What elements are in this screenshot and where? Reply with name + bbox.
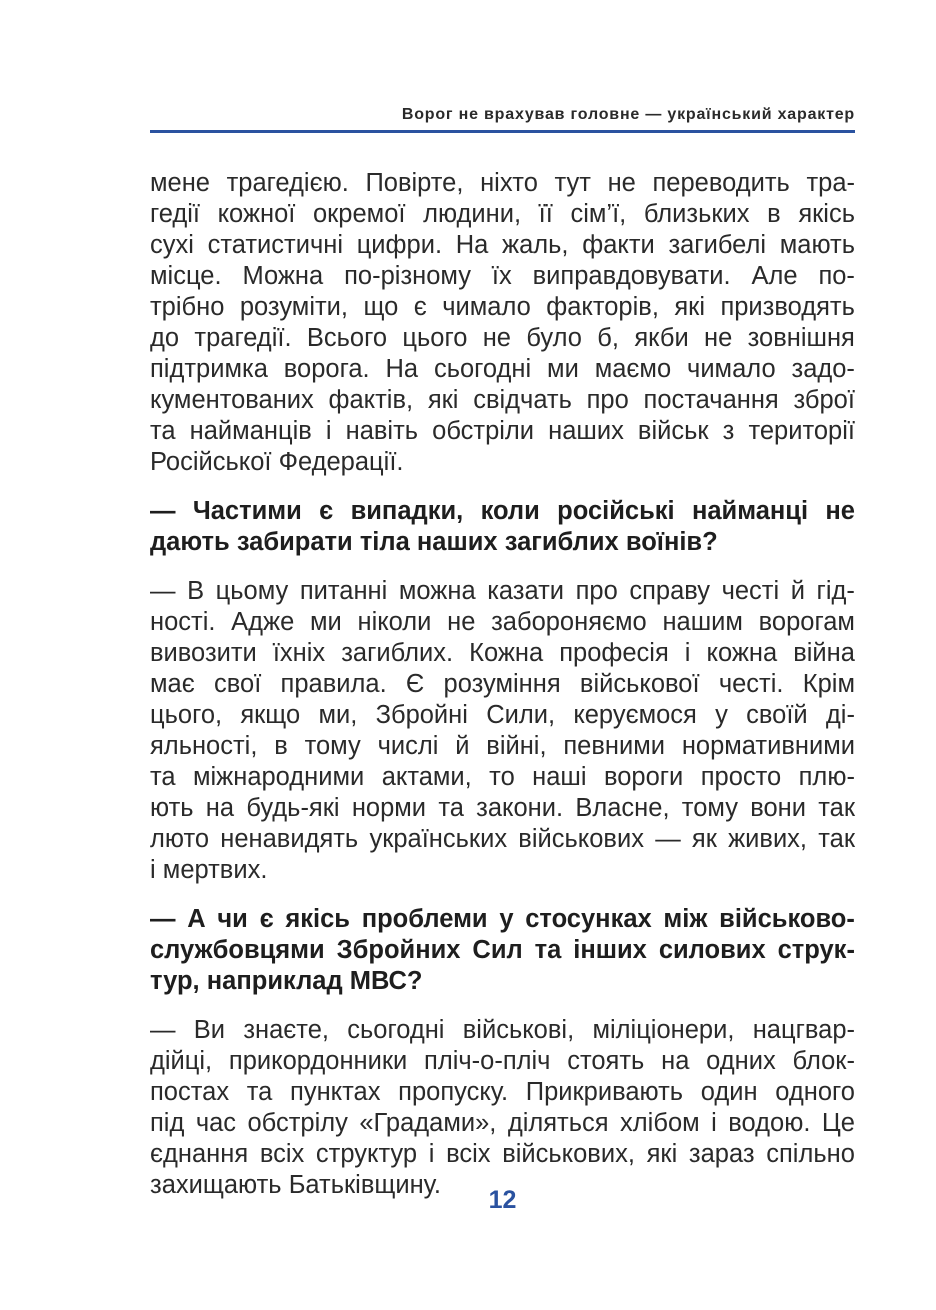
- text-line: дають забирати тіла наших загиблих воїнів?: [150, 528, 718, 556]
- text-line: під час обстрілу «Градами», діляться хлібом і водою. Це: [150, 1109, 855, 1137]
- text-line: цього, якщо ми, Збройні Сили, керуємося у своїй ді-: [150, 701, 855, 729]
- text-line: вивозити їхніх загиблих. Кожна професія і кожна війна: [150, 639, 855, 667]
- interview-answer: [150, 168, 855, 478]
- text-line: має свої правила. Є розуміння військової честі. Крім: [150, 670, 855, 698]
- text-line: мене трагедією. Повірте, ніхто тут не переводить тра-: [150, 169, 855, 197]
- text-line: постах та пунктах пропуску. Прикривають один одного: [150, 1078, 855, 1106]
- text-line: люто ненавидять українських військових — як живих, так: [150, 825, 855, 853]
- text-line: єднання всіх структур і всіх військових, які зараз спільно: [150, 1140, 855, 1168]
- text-line: — А чи є якісь проблеми у стосунках між військово-: [150, 905, 855, 933]
- text-line: — Ви знаєте, сьогодні військові, міліціонери, нацгвар-: [150, 1016, 855, 1044]
- text-line: Російської Федерації.: [150, 448, 404, 476]
- article-body: [150, 168, 855, 1201]
- text-line: — В цьому питанні можна казати про справу честі й гід-: [150, 577, 855, 605]
- text-line: ності. Адже ми ніколи не забороняємо нашим ворогам: [150, 608, 855, 636]
- interview-answer: [150, 1015, 855, 1201]
- interview-question: [150, 496, 855, 558]
- text-line: і мертвих.: [150, 856, 268, 884]
- text-line: дійці, прикордонники пліч-о-пліч стоять на одних блок-: [150, 1047, 855, 1075]
- text-line: захищають Батьківщину.: [150, 1171, 441, 1199]
- text-line: до трагедії. Всього цього не було б, якби не зовнішня: [150, 324, 855, 352]
- text-line: підтримка ворога. На сьогодні ми маємо чимало задо-: [150, 355, 855, 383]
- text-line: службовцями Збройних Сил та інших силових струк-: [150, 936, 855, 964]
- text-line: тур, наприклад МВС?: [150, 967, 423, 995]
- interview-question: [150, 904, 855, 997]
- interview-answer: [150, 576, 855, 886]
- running-header: Ворог не врахував головне — український характер: [401, 106, 855, 123]
- text-line: та найманців і навіть обстріли наших військ з території: [150, 417, 855, 445]
- text-line: трібно розуміти, що є чимало факторів, які призводять: [150, 293, 855, 321]
- text-line: кументованих фактів, які свідчать про постачання зброї: [150, 386, 855, 414]
- text-line: сухі статистичні цифри. На жаль, факти загибелі мають: [150, 231, 855, 259]
- header-rule: [150, 130, 855, 133]
- text-line: гедії кожної окремої людини, її сім’ї, близьких в якісь: [150, 200, 855, 228]
- text-line: — Частими є випадки, коли російські найманці не: [150, 497, 855, 525]
- page-number: 12: [488, 1186, 517, 1214]
- text-line: яльності, в тому числі й війні, певними нормативними: [150, 732, 855, 760]
- text-line: ють на будь-які норми та закони. Власне, тому вони так: [150, 794, 855, 822]
- text-line: та міжнародними актами, то наші вороги просто плю-: [150, 763, 855, 791]
- text-line: місце. Можна по-різному їх виправдовувати. Але по-: [150, 262, 855, 290]
